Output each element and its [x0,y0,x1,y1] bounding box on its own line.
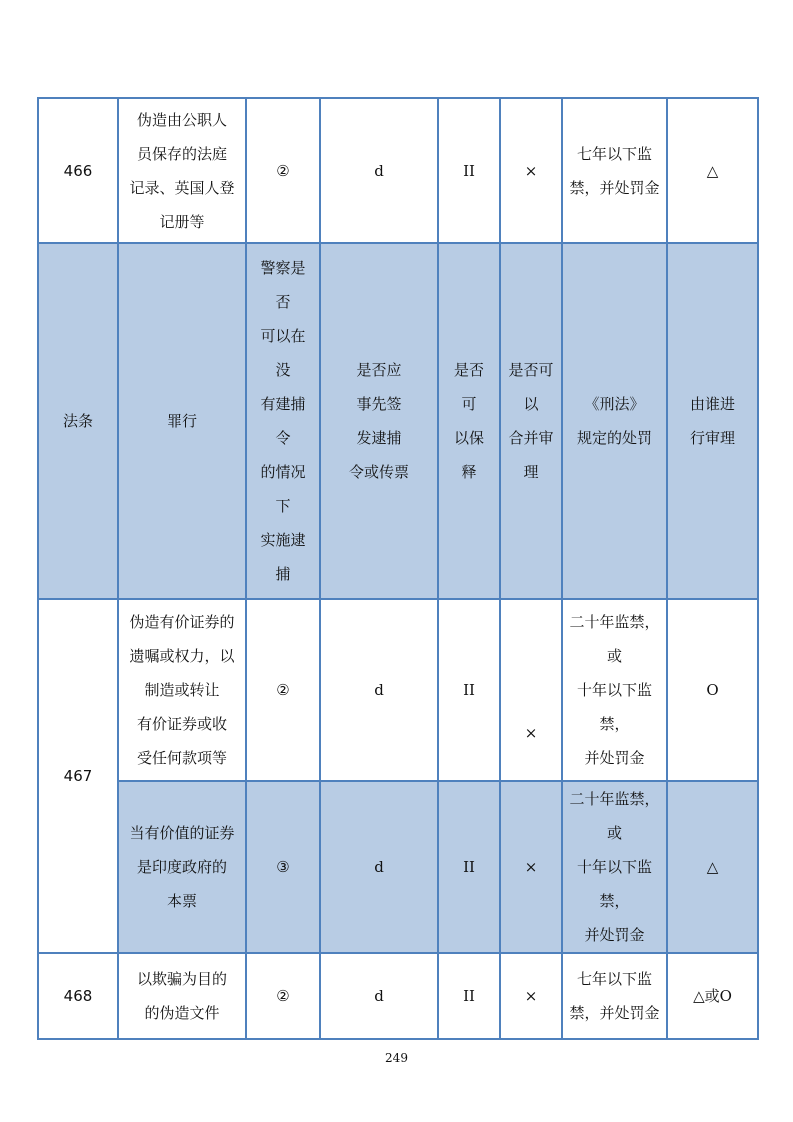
crime-cell: 当有价值的证券 是印度政府的 本票 [118,781,246,953]
court-cell: △ [667,781,758,953]
header-penalty: 《刑法》 规定的处罚 [562,243,667,599]
arrest-cell: ③ [246,781,320,953]
bail-cell: II [438,98,500,243]
compound-cell: × [500,953,562,1039]
penalty-cell: 二十年监禁，或 十年以下监禁， 并处罚金 [562,781,667,953]
crime-cell: 以欺骗为目的 的伪造文件 [118,953,246,1039]
bail-cell: II [438,599,500,781]
compound-cell: × [500,781,562,953]
table-row [38,599,758,781]
penalty-cell: 七年以下监 禁，并处罚金 [562,98,667,243]
arrest-cell: ② [246,599,320,781]
warrant-cell: d [320,98,438,243]
crime-cell: 伪造有价证券的 遗嘱或权力，以 制造或转让 有价证券或收 受任何款项等 [118,599,246,781]
arrest-cell: ② [246,953,320,1039]
table-row [38,98,758,243]
law-number-cell: 468 [38,953,118,1039]
header-arrest: 警察是 否 可以在 没 有建捕 令 的情况 下 实施逮 捕 [246,243,320,599]
table-header-row [38,243,758,599]
arrest-cell: ② [246,98,320,243]
law-number-cell: 467 [38,599,118,953]
header-law: 法条 [38,243,118,599]
compound-cell: × [500,98,562,243]
warrant-cell: d [320,953,438,1039]
bail-cell: II [438,781,500,953]
table-row [38,781,758,953]
court-cell: △或O [667,953,758,1039]
header-court: 由谁进 行审理 [667,243,758,599]
header-bail: 是否 可 以保 释 [438,243,500,599]
crime-cell: 伪造由公职人 员保存的法庭 记录、英国人登 记册等 [118,98,246,243]
warrant-cell: d [320,599,438,781]
header-crime: 罪行 [118,243,246,599]
compound-cell: × [500,599,562,781]
header-compound: 是否可 以 合并审 理 [500,243,562,599]
court-cell: △ [667,98,758,243]
law-number-cell: 466 [38,98,118,243]
penalty-cell: 七年以下监 禁，并处罚金 [562,953,667,1039]
court-cell: O [667,599,758,781]
table-row [38,953,758,1039]
law-table [37,97,759,1040]
header-warrant: 是否应 事先签 发逮捕 令或传票 [320,243,438,599]
page-number: 249 [385,1051,408,1065]
warrant-cell: d [320,781,438,953]
penalty-cell: 二十年监禁，或 十年以下监禁， 并处罚金 [562,599,667,781]
bail-cell: II [438,953,500,1039]
